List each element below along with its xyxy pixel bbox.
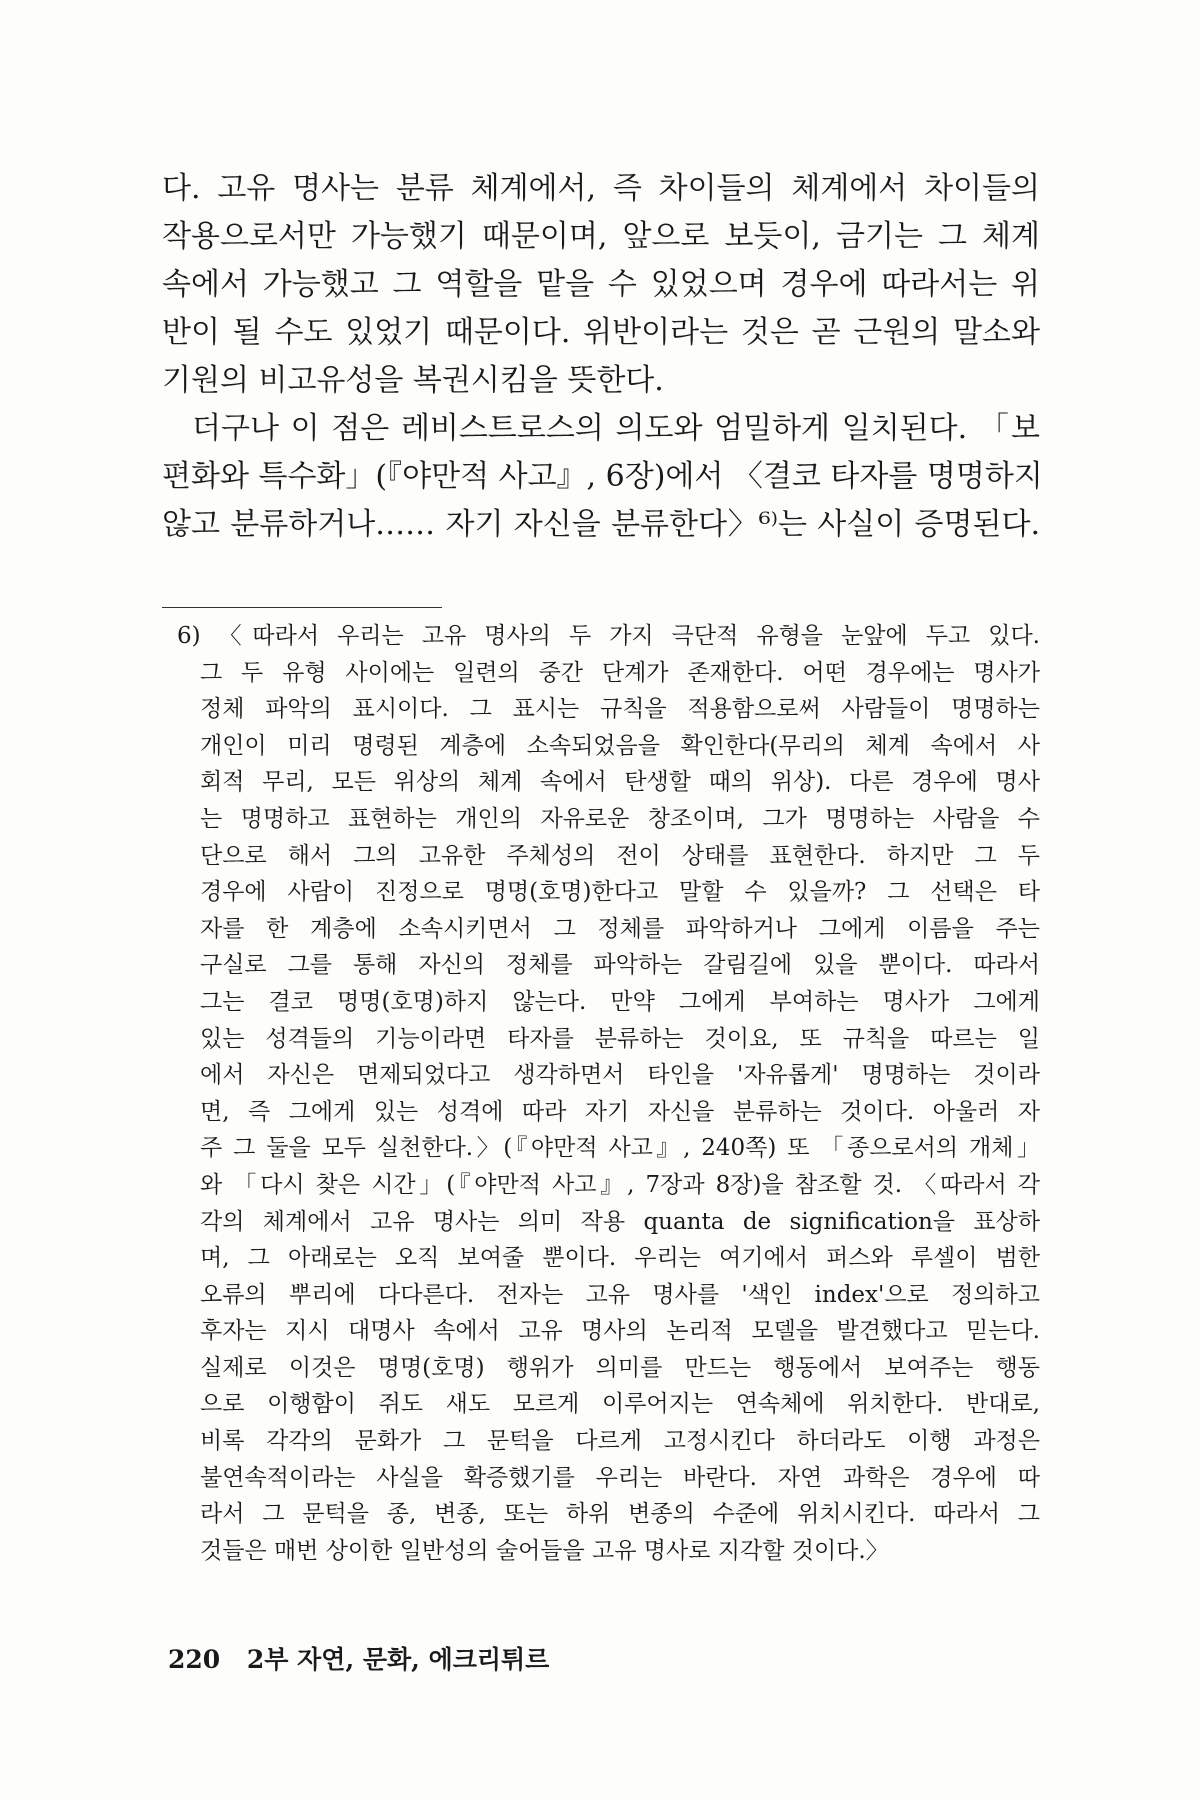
footnote-line: 불연속적이라는 사실을 확증했기를 우리는 바란다. 자연 과학은 경우에 따 xyxy=(200,1464,1040,1491)
footnote-line: 면, 즉 그에게 있는 성격에 따라 자기 자신을 분류하는 것이다. 아울러 자 xyxy=(200,1098,1040,1125)
footnote-line: 그 두 유형 사이에는 일련의 중간 단계가 존재한다. 어떤 경우에는 명사가 xyxy=(200,659,1040,686)
main-text xyxy=(162,165,1043,549)
body-line: 더구나 이 점은 레비스트로스의 의도와 엄밀하게 일치된다. 「보 xyxy=(192,411,1040,446)
footnote-line: 것들은 매번 상이한 일반성의 술어들을 고유 명사로 지각할 것이다.〉 xyxy=(200,1537,889,1564)
footnote-line: 개인이 미리 명령된 계층에 소속되었음을 확인한다(무리의 체계 속에서 사 xyxy=(200,732,1040,759)
body-line: 편화와 특수화」(『야만적 사고』, 6장)에서 〈결코 타자를 명명하지 xyxy=(162,459,1043,494)
footnote-line: 6) 〈따라서 우리는 고유 명사의 두 가지 극단적 유형을 눈앞에 두고 있다. xyxy=(177,623,1040,649)
footnote-line: 각의 체계에서 고유 명사는 의미 작용 quanta de signification을 표상하 xyxy=(200,1208,1040,1235)
body-line: 다. 고유 명사는 분류 체계에서, 즉 차이들의 체계에서 차이들의 xyxy=(162,171,1040,206)
body-line: 작용으로서만 가능했기 때문이며, 앞으로 보듯이, 금기는 그 체계 xyxy=(162,219,1040,254)
footnote-line: 며, 그 아래로는 오직 보여줄 뿐이다. 우리는 여기에서 퍼스와 루셀이 범한 xyxy=(200,1245,1040,1272)
page-footer xyxy=(168,1640,549,1676)
footnote-line: 으로 이행함이 쥐도 새도 모르게 이루어지는 연속체에 위치한다. 반대로, xyxy=(200,1391,1040,1418)
footnote xyxy=(177,618,1040,1569)
footnote-line: 오류의 뿌리에 다다른다. 전자는 고유 명사를 '색인 index'으로 정의하고 xyxy=(200,1281,1040,1308)
page-number: 220 xyxy=(168,1645,221,1674)
footnote-line: 에서 자신은 면제되었다고 생각하면서 타인을 '자유롭게' 명명하는 것이라 xyxy=(200,1062,1040,1089)
footnote-line: 구실로 그를 통해 자신의 정체를 파악하는 갈림길에 있을 뿐이다. 따라서 xyxy=(200,952,1040,979)
footnote-line: 후자는 지시 대명사 속에서 고유 명사의 논리적 모델을 발견했다고 믿는다. xyxy=(200,1318,1040,1345)
footnote-line: 는 명명하고 표현하는 개인의 자유로운 창조이며, 그가 명명하는 사람을 수 xyxy=(200,805,1040,832)
footnote-line: 경우에 사람이 진정으로 명명(호명)한다고 말할 수 있을까? 그 선택은 타 xyxy=(200,879,1040,906)
footnote-line: 단으로 해서 그의 고유한 주체성의 전이 상태를 표현한다. 하지만 그 두 xyxy=(200,842,1040,869)
body-line: 않고 분류하거나…… 자기 자신을 분류한다〉⁶⁾는 사실이 증명된다. xyxy=(162,507,1040,542)
footnote-line: 라서 그 문턱을 종, 변종, 또는 하위 변종의 수준에 위치시킨다. 따라서 그 xyxy=(200,1501,1040,1528)
footnote-line: 주 그 둘을 모두 실천한다.〉(『야만적 사고』, 240쪽) 또 「종으로서의 개체」 xyxy=(200,1135,1040,1162)
body-line: 반이 될 수도 있었기 때문이다. 위반이라는 것은 곧 근원의 말소와 xyxy=(162,315,1040,350)
footnote-line: 정체 파악의 표시이다. 그 표시는 규칙을 적용함으로써 사람들이 명명하는 xyxy=(200,696,1040,723)
footnote-line: 자를 한 계층에 소속시키면서 그 정체를 파악하거나 그에게 이름을 주는 xyxy=(200,915,1040,942)
body-line: 기원의 비고유성을 복권시킴을 뜻한다. xyxy=(162,363,664,398)
footnote-line: 와 「다시 찾은 시간」(『야만적 사고』, 7장과 8장)을 참조할 것. 〈따라서 각 xyxy=(200,1171,1040,1198)
body-line: 속에서 가능했고 그 역할을 맡을 수 있었으며 경우에 따라서는 위 xyxy=(162,267,1040,302)
footnote-line: 그는 결코 명명(호명)하지 않는다. 만약 그에게 부여하는 명사가 그에게 xyxy=(200,988,1040,1015)
footnote-divider xyxy=(162,607,442,608)
footnote-line: 회적 무리, 모든 위상의 체계 속에서 탄생할 때의 위상). 다른 경우에 명사 xyxy=(200,769,1040,796)
footnote-line: 비록 각각의 문화가 그 문턱을 다르게 고정시킨다 하더라도 이행 과정은 xyxy=(200,1428,1040,1455)
running-title: 2부 자연, 문화, 에크리튀르 xyxy=(246,1645,550,1674)
footnote-line: 있는 성격들의 기능이라면 타자를 분류하는 것이요, 또 규칙을 따르는 일 xyxy=(200,1025,1040,1052)
footnote-line: 실제로 이것은 명명(호명) 행위가 의미를 만드는 행동에서 보여주는 행동 xyxy=(200,1354,1040,1381)
